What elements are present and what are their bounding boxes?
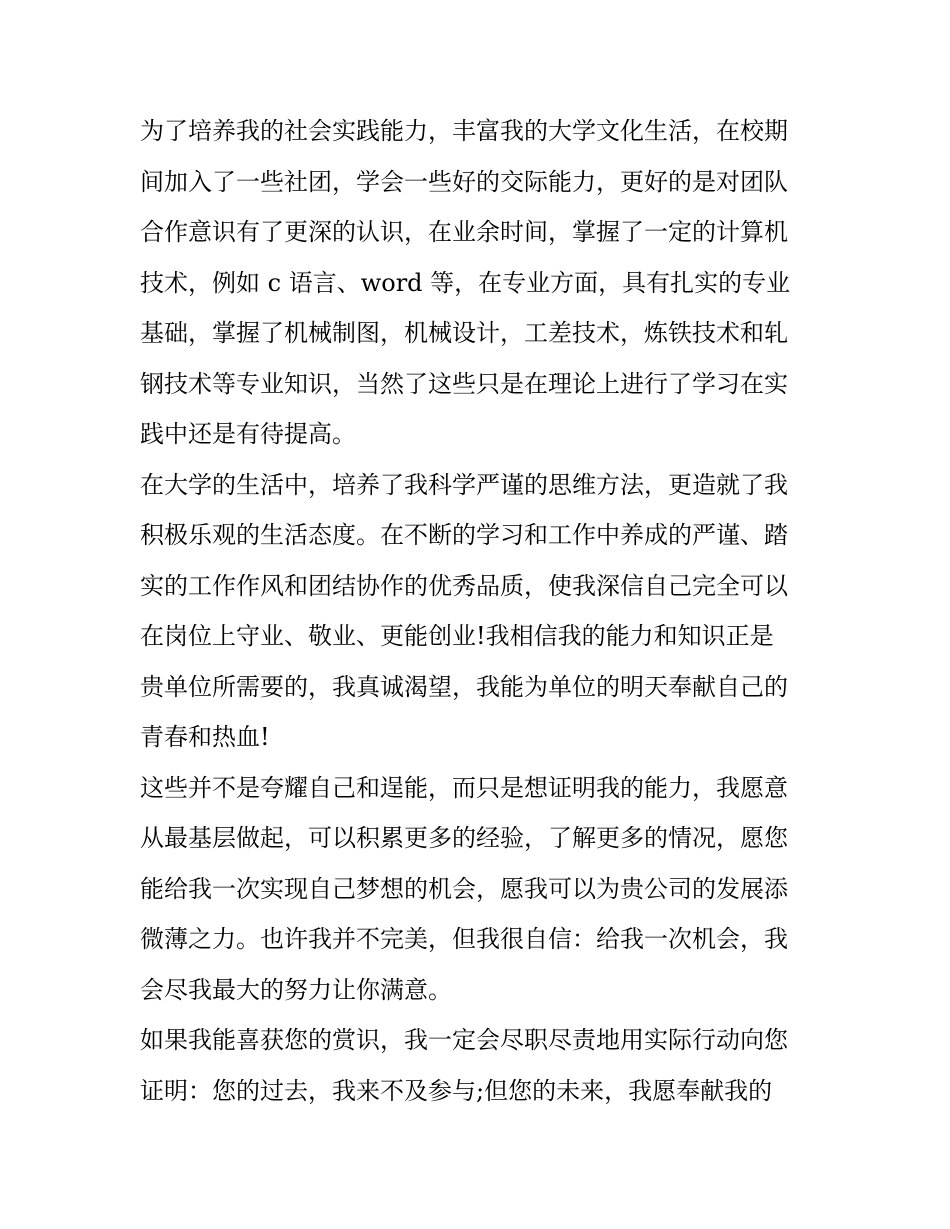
- text-line: 在岗位上守业、敬业、更能创业!我相信我的能力和知识正是: [140, 622, 774, 650]
- text-line: 从最基层做起，可以积累更多的经验，了解更多的情况，愿您: [140, 824, 788, 852]
- text-line: 贵单位所需要的，我真诚渴望，我能为单位的明天奉献自己的: [140, 672, 788, 701]
- text-line: 积极乐观的生活态度。在不断的学习和工作中养成的严谨、踏: [140, 521, 788, 549]
- text-line: 能给我一次实现自己梦想的机会，愿我可以为贵公司的发展添: [140, 874, 788, 903]
- text-line: 为了培养我的社会实践能力，丰富我的大学文化生活，在校期: [140, 117, 788, 145]
- text-line: 实的工作作风和团结协作的优秀品质，使我深信自己完全可以: [140, 571, 788, 600]
- text-line: 微薄之力。也许我并不完美，但我很自信：给我一次机会，我: [140, 925, 788, 953]
- text-line: 钢技术等专业知识，当然了这些只是在理论上进行了学习在实: [140, 369, 788, 398]
- text-line: 基础，掌握了机械制图，机械设计，工差技术，炼铁技术和轧: [140, 319, 788, 347]
- text-line: 合作意识有了更深的认识，在业余时间，掌握了一定的计算机: [140, 218, 788, 246]
- text-line: 技术，例如 c 语言、word 等，在专业方面，具有扎实的专业: [140, 268, 791, 297]
- text-line: 如果我能喜获您的赏识，我一定会尽职尽责地用实际行动向您: [140, 1026, 788, 1054]
- text-line: 这些并不是夸耀自己和逞能，而只是想证明我的能力，我愿意: [140, 773, 788, 802]
- text-line: 证明：您的过去，我来不及参与;但您的未来，我愿奉献我的: [140, 1076, 773, 1105]
- text-line: 践中还是有待提高。: [140, 420, 356, 448]
- document-body: [140, 106, 820, 1116]
- text-line: 间加入了一些社团，学会一些好的交际能力，更好的是对团队: [140, 167, 788, 196]
- text-line: 会尽我最大的努力让你满意。: [140, 975, 452, 1004]
- text-line: 青春和热血!: [140, 723, 270, 751]
- text-line: 在大学的生活中，培养了我科学严谨的思维方法，更造就了我: [140, 470, 788, 499]
